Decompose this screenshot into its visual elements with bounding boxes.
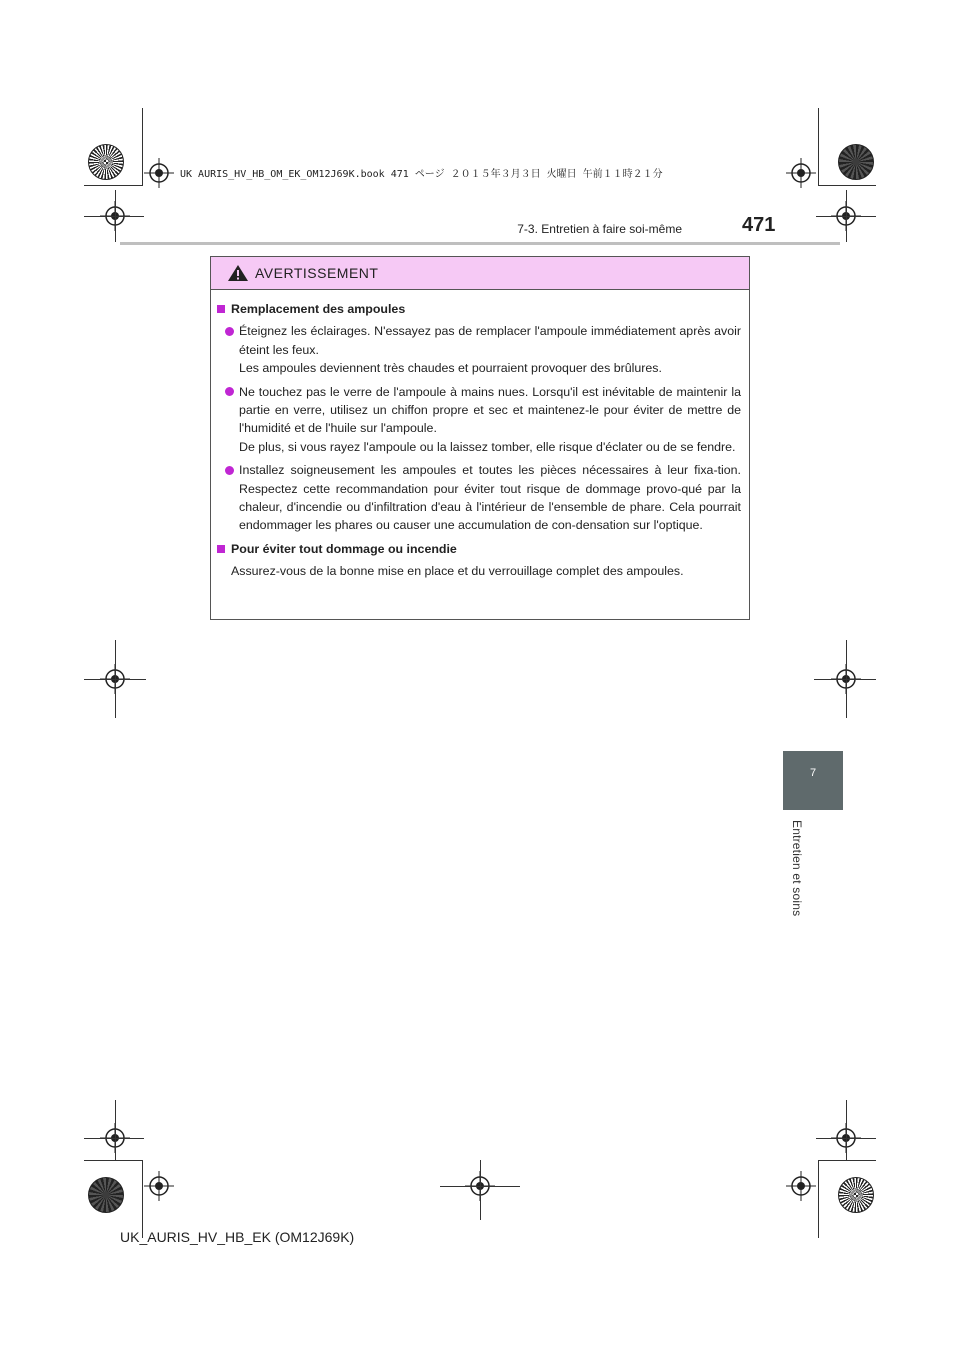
section-heading-text: Remplacement des ampoules [231, 302, 406, 316]
registration-mark-icon [786, 1171, 816, 1201]
item-paragraph: Installez soigneusement les ampoules et toutes les pièces nécessaires à leur fixa-tion. Respectez cette recommandation pour éviter tout risque de dommage provo-qué par la chaleur, d'incendie ou d'infiltration d'eau à l'intérieur de l'ensemble de phare. Cela pourrait endommager les phares ou causer une accumulation de con-densation sur l'optique. [239, 463, 741, 533]
color-registration-icon [838, 144, 874, 180]
registration-mark-icon [144, 1171, 174, 1201]
chapter-title: Entretien et soins [790, 820, 804, 917]
crop-mark [818, 1160, 876, 1161]
list-item-text [239, 461, 741, 535]
section-heading-text: Pour éviter tout dommage ou incendie [231, 541, 457, 556]
crop-mark [818, 1160, 819, 1238]
warning-title: AVERTISSEMENT [255, 265, 379, 281]
crop-mark [115, 1100, 116, 1160]
crop-mark [814, 679, 876, 680]
warning-triangle-icon [227, 264, 249, 282]
crop-mark [142, 1160, 143, 1238]
book-file-info: UK AURIS_HV_HB_OM_EK_OM12J69K.book 471 ページ ２０１５年３月３日 火曜日 午前１１時２１分 [180, 169, 663, 180]
crop-mark [846, 190, 847, 242]
page-number: 471 [742, 214, 776, 236]
header-divider [120, 242, 840, 245]
color-registration-icon [88, 144, 124, 180]
item-note: Les ampoules deviennent très chaudes et pourraient provoquer des brûlures. [239, 361, 662, 376]
section-heading [217, 300, 741, 318]
warning-box [210, 256, 750, 620]
manual-code: UK_AURIS_HV_HB_EK (OM12J69K) [120, 1229, 355, 1245]
circle-bullet-icon [225, 387, 234, 396]
crop-mark [84, 185, 142, 186]
circle-bullet-icon [225, 327, 234, 336]
item-paragraph: Ne touchez pas le verre de l'ampoule à mains nues. Lorsqu'il est inévitable de maintenir la partie en verre, utilisez un chiffon propre et sec et maintenez-le pour éviter de mettre de l'humidité et de l'huile sur l'ampoule. [239, 384, 741, 436]
section-text: Assurez-vous de la bonne mise en place et du verrouillage complet des ampoules. [231, 564, 684, 579]
crop-mark [115, 190, 116, 242]
circle-bullet-icon [225, 466, 234, 475]
registration-mark-icon [786, 158, 816, 188]
list-item-text [239, 322, 741, 377]
section-title: 7-3. Entretien à faire soi-même [517, 222, 682, 236]
item-paragraph: Éteignez les éclairages. N'essayez pas de remplacer l'ampoule immédiatement après avoir éteint les feux. [239, 324, 741, 357]
list-item [217, 383, 741, 457]
warning-body [211, 290, 749, 581]
crop-mark [84, 1160, 142, 1161]
list-item-text [239, 383, 741, 457]
color-registration-icon [88, 1177, 124, 1213]
crop-mark [818, 108, 819, 186]
list-item [217, 322, 741, 377]
crop-mark [142, 108, 143, 186]
registration-mark-icon [144, 158, 174, 188]
list-item [217, 461, 741, 535]
chapter-tab: 7 [783, 751, 843, 810]
color-registration-icon [838, 1177, 874, 1213]
square-bullet-icon [217, 305, 225, 313]
crop-mark [846, 1100, 847, 1160]
crop-mark [84, 1138, 144, 1139]
item-note: De plus, si vous rayez l'ampoule ou la laissez tomber, elle risque d'éclater ou de se fendre. [239, 439, 736, 454]
crop-mark [846, 640, 847, 718]
square-bullet-icon [217, 545, 225, 553]
crop-mark [84, 216, 144, 217]
warning-header [211, 257, 749, 290]
crop-mark [818, 185, 876, 186]
crop-mark [480, 1160, 481, 1220]
section-heading [217, 540, 741, 558]
crop-mark [115, 640, 116, 718]
